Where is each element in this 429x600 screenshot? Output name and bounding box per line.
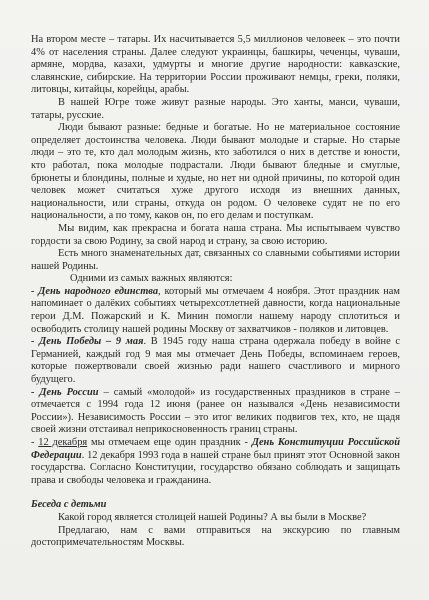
holiday-unity-text: , который мы отмечаем 4 ноября. Этот праздник нам напоминает о далёких событиях четырехсотлетней давности, когда национальные герои Д.М. Пожарский и К. Минин помогли нашему народу сплотиться и освободить столицу нашей родины Москву от захватчиков - поляков и литовцев.: [31, 285, 400, 335]
holiday-constitution-date: 12 декабря: [38, 437, 88, 448]
holiday-constitution-mid: мы отмечаем еще один праздник -: [87, 437, 252, 448]
section-gap: [31, 487, 400, 499]
paragraph-nationalities: На втором месте – татары. Их насчитывается 5,5 миллионов человеек – это почти 4% от населения страны. Далее следуют украинцы, башкиры, чеченцы, чуваши, армяне, мордва, казахи, удмурты и многие другие народности: кавказские, славянские, сибирские. На территории России проживают немцы, греки, поляки, литовцы, китайцы, корейцы, арабы.: [31, 34, 400, 96]
paragraph-most-important: Одними из самых важных являются:: [70, 273, 233, 285]
document-body: [31, 34, 400, 550]
holiday-victory-title: - День Победы – 9 мая: [31, 336, 144, 348]
conversation-heading: Беседа с детьми: [31, 499, 107, 511]
holiday-constitution-dash: -: [31, 437, 39, 448]
holiday-unity-title: - День народного единства: [31, 285, 159, 297]
paragraph-people-differ: Люди бывают разные: бедные и богатые. Но не материальное состояние определяет достоинства человека. Люди бывают молодые и старые. Но старые люди – это те, кто дал молодым жизнь, кто заботился о них в детстве и юности, кто работал, пока молодые подрастали. Люди бывают бледные и смуглые, брюнеты и блондины, полные и худые, но нет ни одной причины, по которой один человек может считаться хуже другого исходя из внешних данных, национальности, или страны, откуда он родом. О человеке судят не по его национальности, а по тому, каков он, по его делам и поступкам.: [31, 122, 400, 222]
holiday-constitution-text: . 12 декабря 1993 года в нашей стране был принят этот Основной закон государства. Согласно Конституции, государство обязано соблюдать и защищать права и свободы человека и гражданина.: [31, 449, 400, 486]
holiday-victory-text: . В 1945 году наша страна одержала победу в войне с Германией, каждый год 9 мая мы отмечает День Победы, вспоминаем героев, которые пожертвовали своей жизнью ради нашего счастливого и мирного будущего.: [31, 336, 400, 386]
conversation-excursion: Предлагаю, нам с вами отправиться на экскурсию по главным достопримечательностям Москвы.: [31, 524, 400, 549]
paragraph-yugra: В нашей Югре тоже живут разные народы. Это ханты, манси, чуваши, татары, русские.: [31, 96, 400, 121]
holiday-russia-title: - День России: [31, 386, 99, 398]
paragraph-pride: Мы видим, как прекрасна и богата наша страна. Мы испытываем чувство гордости за свою Родину, за свой народ и страну, за свою историю.: [31, 222, 400, 247]
holiday-russia-text: – самый «молодой» из государственных праздников в стране – отмечается с 1994 года 12 июня (ранее он назывался «День независимости России»). Независимость России – это итог великих подвигов тех, кто, не щадя своей жизни отстаивал неприкосновенность границ страны.: [31, 386, 400, 436]
holiday-unity-day: [31, 286, 400, 336]
paragraph-dates: Есть много знаменательных дат, связанных со славными событиями истории нашей Родины.: [31, 248, 400, 272]
holiday-constitution-day: [31, 437, 400, 487]
conversation-question: Какой город является столицей нашей Родины? А вы были в Москве?: [58, 511, 367, 523]
holiday-victory-day: [31, 336, 400, 386]
holiday-russia-day: [31, 387, 400, 437]
holiday-constitution-title: День Конституции Российской Федерации: [31, 437, 400, 461]
